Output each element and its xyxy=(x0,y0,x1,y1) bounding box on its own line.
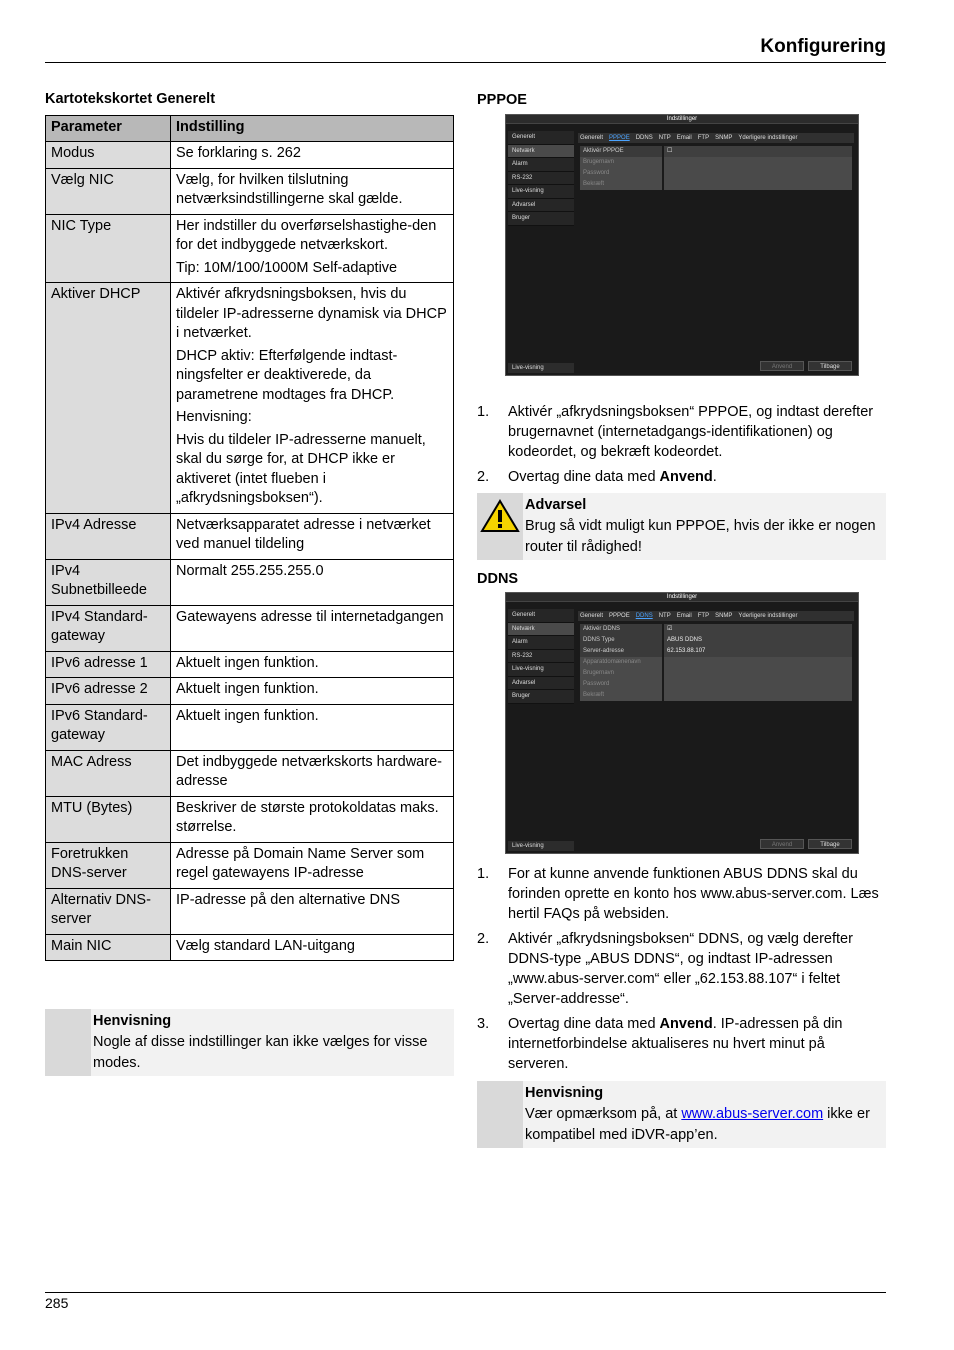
setting-text: Aktuelt ingen funktion. xyxy=(176,681,319,697)
page-number: 285 xyxy=(45,1295,69,1311)
note-text-post: ikke er kompatibel med iDVR-app’en. xyxy=(525,1106,870,1143)
window-title: Indstillinger xyxy=(506,115,858,124)
step-number: 2. xyxy=(477,469,490,485)
form-row xyxy=(580,668,852,679)
sidebar-item[interactable]: Alarm xyxy=(508,636,574,650)
step-item xyxy=(477,467,886,487)
setting-cell xyxy=(171,888,454,934)
note-text-pre: Vær opmærksom på, at xyxy=(525,1106,682,1122)
form-row xyxy=(580,157,852,168)
form-label: Aktivér DDNS xyxy=(580,624,662,635)
step-item xyxy=(477,929,886,1009)
parameter-cell: Alternativ DNS-server xyxy=(46,888,171,934)
table-header-row xyxy=(46,115,454,142)
note-text: Nogle af disse indstillinger kan ikke vælges for visse modes. xyxy=(93,1034,428,1071)
tab[interactable]: DDNS xyxy=(635,613,653,619)
setting-text: Aktuelt ingen funktion. xyxy=(176,654,319,671)
parameter-cell: Aktiver DHCP xyxy=(46,283,171,514)
warning-text: Brug så vidt muligt kun PPPOE, hvis der ikke er nogen router til rådighed! xyxy=(525,518,876,555)
step-text-part: . xyxy=(712,469,717,485)
form-field[interactable] xyxy=(664,668,852,679)
back-button[interactable]: Tilbage xyxy=(808,839,852,849)
setting-text: Adresse på Domain Name Server som regel gatewayens IP-adresse xyxy=(176,845,425,881)
step-text: For at kunne anvende funktionen ABUS DDNS skal du forinden oprette en konto hos www.abus-server.com. Læs hertil FAQs på websiden. xyxy=(508,866,879,922)
note-text xyxy=(525,1104,880,1146)
setting-cell xyxy=(171,934,454,961)
form-label: DDNS Type xyxy=(580,635,662,646)
table-row xyxy=(46,934,454,961)
setting-cell xyxy=(171,796,454,842)
table-row xyxy=(46,168,454,214)
form-row xyxy=(580,624,852,635)
note-title: Henvisning xyxy=(93,1013,172,1029)
settings-tabs xyxy=(578,133,854,143)
step-number: 1. xyxy=(477,866,490,882)
table-row xyxy=(46,214,454,283)
form-label: Server-adresse xyxy=(580,646,662,657)
sidebar-item[interactable]: RS-232 xyxy=(508,650,574,664)
parameter-cell: IPv4 Subnetbilleede xyxy=(46,559,171,605)
form-field[interactable]: 62.153.88.107 xyxy=(664,646,852,657)
sidebar-item[interactable]: Generelt xyxy=(508,131,574,145)
step-number: 2. xyxy=(477,931,490,947)
table-row xyxy=(46,513,454,559)
form-field[interactable] xyxy=(664,679,852,690)
table-row xyxy=(46,678,454,705)
form-field[interactable]: ABUS DDNS xyxy=(664,635,852,646)
setting-text: Tip: 10M/100/1000M Self-adaptive xyxy=(176,259,398,276)
tab[interactable]: SNMP xyxy=(715,135,733,141)
live-view-button[interactable]: Live-visning xyxy=(508,841,574,851)
tab[interactable]: Generelt xyxy=(580,135,604,141)
step-text-part: Anvend xyxy=(659,1016,713,1032)
sidebar-item[interactable]: Netværk xyxy=(508,623,574,637)
sidebar-item[interactable]: Netværk xyxy=(508,145,574,159)
tab[interactable]: NTP xyxy=(658,613,671,619)
tab[interactable]: FTP xyxy=(697,135,710,141)
tab[interactable]: FTP xyxy=(697,613,710,619)
table-row xyxy=(46,559,454,605)
warning-triangle-icon xyxy=(480,499,520,533)
tab[interactable]: Generelt xyxy=(580,613,604,619)
step-item xyxy=(477,864,886,924)
table-row xyxy=(46,605,454,651)
settings-sidebar xyxy=(508,609,574,704)
footer-divider xyxy=(45,1292,886,1293)
apply-button[interactable]: Anvend xyxy=(760,839,804,849)
ddns-screenshot xyxy=(505,592,859,854)
section-title-ddns: DDNS xyxy=(477,571,519,587)
table-row xyxy=(46,283,454,514)
tab[interactable]: Yderligere indstillinger xyxy=(738,613,798,619)
sidebar-item[interactable]: Alarm xyxy=(508,158,574,172)
step-item xyxy=(477,1014,886,1074)
setting-text: Her indstiller du overførselshastighe-den for det indbyggede netværkskort. xyxy=(176,217,437,253)
step-text-part: . IP-adressen på din internetforbindelse aktualiseres nu hvert minut på serveren. xyxy=(508,1016,843,1072)
setting-cell xyxy=(171,513,454,559)
form-label: Password xyxy=(580,168,662,179)
parameter-cell: IPv6 adresse 2 xyxy=(46,678,171,705)
form-label: Aktivér PPPOE xyxy=(580,146,662,157)
abus-server-link[interactable]: www.abus-server.com xyxy=(681,1106,824,1122)
pppoe-screenshot xyxy=(505,114,859,376)
tab[interactable]: PPPOE xyxy=(609,613,630,619)
note-title: Henvisning xyxy=(525,1085,604,1101)
form-field[interactable]: ☑ xyxy=(664,624,852,635)
parameter-cell: IPv4 Adresse xyxy=(46,513,171,559)
setting-cell xyxy=(171,142,454,169)
parameter-cell: Main NIC xyxy=(46,934,171,961)
form-row xyxy=(580,168,852,179)
form-label: Bekræft xyxy=(580,179,662,190)
tab[interactable]: Yderligere indstillinger xyxy=(738,135,798,141)
sidebar-item[interactable]: Bruger xyxy=(508,212,574,226)
sidebar-item[interactable]: Advarsel xyxy=(508,199,574,213)
back-button[interactable]: Tilbage xyxy=(808,361,852,371)
form-label: Brugernavn xyxy=(580,157,662,168)
form-row xyxy=(580,635,852,646)
step-number: 3. xyxy=(477,1016,490,1032)
setting-cell xyxy=(171,168,454,214)
apply-button[interactable]: Anvend xyxy=(760,361,804,371)
parameter-cell: Vælg NIC xyxy=(46,168,171,214)
settings-form xyxy=(580,146,852,190)
setting-cell xyxy=(171,283,454,514)
setting-text: Henvisning: xyxy=(176,409,252,425)
sidebar-item[interactable]: Live-visning xyxy=(508,663,574,677)
setting-text: Det indbyggede netværkskorts hardware-adresse xyxy=(176,753,442,789)
table-row xyxy=(46,750,454,796)
sidebar-item[interactable]: Advarsel xyxy=(508,677,574,691)
form-row xyxy=(580,690,852,701)
form-label: Apparatdomænenavn xyxy=(580,657,662,668)
table-row xyxy=(46,888,454,934)
sidebar-item[interactable]: RS-232 xyxy=(508,172,574,186)
note-sidebar xyxy=(45,1009,91,1076)
warning-box xyxy=(477,493,886,560)
page-header-title: Konfigurering xyxy=(760,36,886,57)
ddns-steps xyxy=(477,864,886,1074)
table-row xyxy=(46,704,454,750)
section-title-pppoe: PPPOE xyxy=(477,92,527,108)
setting-text: Gatewayens adresse til internetadgangen xyxy=(176,608,444,625)
setting-text: Se forklaring s. 262 xyxy=(176,145,301,161)
form-field[interactable] xyxy=(664,179,852,190)
header-divider xyxy=(45,62,886,63)
setting-text: Vælg, for hvilken tilslutning netværksindstillingerne skal gælde. xyxy=(176,171,403,207)
setting-cell xyxy=(171,605,454,651)
parameter-cell: IPv4 Standard-gateway xyxy=(46,605,171,651)
form-field[interactable] xyxy=(664,657,852,668)
column-header-setting: Indstilling xyxy=(171,115,454,142)
setting-cell xyxy=(171,842,454,888)
setting-text: Beskriver de største protokoldatas maks. størrelse. xyxy=(176,799,439,835)
step-text xyxy=(508,467,886,487)
setting-cell xyxy=(171,651,454,678)
settings-tabs xyxy=(578,611,854,621)
note-box-left xyxy=(45,1009,454,1076)
note-sidebar xyxy=(477,1081,523,1148)
setting-text: IP-adresse på den alternative DNS xyxy=(176,891,401,908)
table-row xyxy=(46,651,454,678)
step-text: Aktivér „afkrydsningsboksen“ DDNS, og vælg derefter DDNS-type „ABUS DDNS“, og indtast IP-adressen „www.abus-server.com“ eller „62.153.88.107“ i feltet „Server-addresse“. xyxy=(508,931,853,1007)
setting-text: Normalt 255.255.255.0 xyxy=(176,562,324,579)
form-field[interactable] xyxy=(664,157,852,168)
section-title-general: Kartotekskortet Generelt xyxy=(45,91,216,107)
setting-text: Aktivér afkrydsningsboksen, hvis du tildeler IP-adresserne dynamisk via DHCP i netværket. xyxy=(176,286,447,341)
live-view-button[interactable]: Live-visning xyxy=(508,363,574,373)
table-row xyxy=(46,796,454,842)
sidebar-item[interactable]: Bruger xyxy=(508,690,574,704)
warning-sidebar xyxy=(477,493,523,560)
tab[interactable]: Email xyxy=(676,135,692,141)
setting-cell xyxy=(171,704,454,750)
form-field[interactable] xyxy=(664,690,852,701)
tab[interactable]: SNMP xyxy=(715,613,733,619)
parameter-cell: Foretrukken DNS-server xyxy=(46,842,171,888)
setting-text: Aktuelt ingen funktion. xyxy=(176,707,319,724)
form-row xyxy=(580,679,852,690)
tab[interactable]: NTP xyxy=(658,135,671,141)
pppoe-steps xyxy=(477,402,886,487)
setting-text: Netværksapparatet adresse i netværket ved manuel tildeling xyxy=(176,516,431,552)
setting-text: DHCP aktiv: Efterfølgende indtast-ningsfelter er deaktiverede, da parametrene modtages fra DHCP. xyxy=(176,347,398,403)
parameter-cell: IPv6 adresse 1 xyxy=(46,651,171,678)
right-column xyxy=(477,90,886,1148)
parameter-cell: Modus xyxy=(46,142,171,169)
tab[interactable]: PPPOE xyxy=(609,135,630,141)
column-header-parameter: Parameter xyxy=(46,115,171,142)
left-column xyxy=(45,90,454,1076)
table-row xyxy=(46,842,454,888)
step-number: 1. xyxy=(477,404,490,420)
parameter-cell: MAC Adress xyxy=(46,750,171,796)
form-row xyxy=(580,179,852,190)
step-item xyxy=(477,402,886,462)
note-box-right xyxy=(477,1081,886,1148)
step-text-part: Overtag dine data med xyxy=(508,1016,660,1032)
form-label: Bekræft xyxy=(580,690,662,701)
setting-text: Hvis du tildeler IP-adresserne manuelt, skal du sørge for, at DHCP ikke er aktiveret (intet flueben i „afkrydsningsboksen“). xyxy=(176,431,426,506)
tab[interactable]: DDNS xyxy=(635,135,653,141)
settings-sidebar xyxy=(508,131,574,226)
tab[interactable]: Email xyxy=(676,613,692,619)
step-text-part: Anvend xyxy=(659,469,713,485)
setting-cell xyxy=(171,750,454,796)
form-label: Password xyxy=(580,679,662,690)
window-title: Indstillinger xyxy=(506,593,858,602)
setting-cell xyxy=(171,214,454,283)
setting-cell xyxy=(171,678,454,705)
parameter-table xyxy=(45,115,454,962)
step-text: Aktivér „afkrydsningsboksen“ PPPOE, og indtast derefter brugernavnet (internetadgangs-identifikationen) og kodeordet, og bekræft kodeordet. xyxy=(508,404,874,460)
step-text xyxy=(508,1014,886,1074)
form-row xyxy=(580,646,852,657)
form-row xyxy=(580,657,852,668)
parameter-cell: NIC Type xyxy=(46,214,171,283)
form-label: Brugernavn xyxy=(580,668,662,679)
setting-text: Vælg standard LAN-uitgang xyxy=(176,937,355,954)
warning-title: Advarsel xyxy=(525,497,587,513)
parameter-cell: MTU (Bytes) xyxy=(46,796,171,842)
sidebar-item[interactable]: Live-visning xyxy=(508,185,574,199)
table-row xyxy=(46,142,454,169)
form-row xyxy=(580,146,852,157)
form-field[interactable] xyxy=(664,168,852,179)
sidebar-item[interactable]: Generelt xyxy=(508,609,574,623)
settings-form xyxy=(580,624,852,701)
step-text-part: Overtag dine data med xyxy=(508,469,660,485)
setting-cell xyxy=(171,559,454,605)
form-field[interactable]: ☐ xyxy=(664,146,852,157)
parameter-cell: IPv6 Standard-gateway xyxy=(46,704,171,750)
